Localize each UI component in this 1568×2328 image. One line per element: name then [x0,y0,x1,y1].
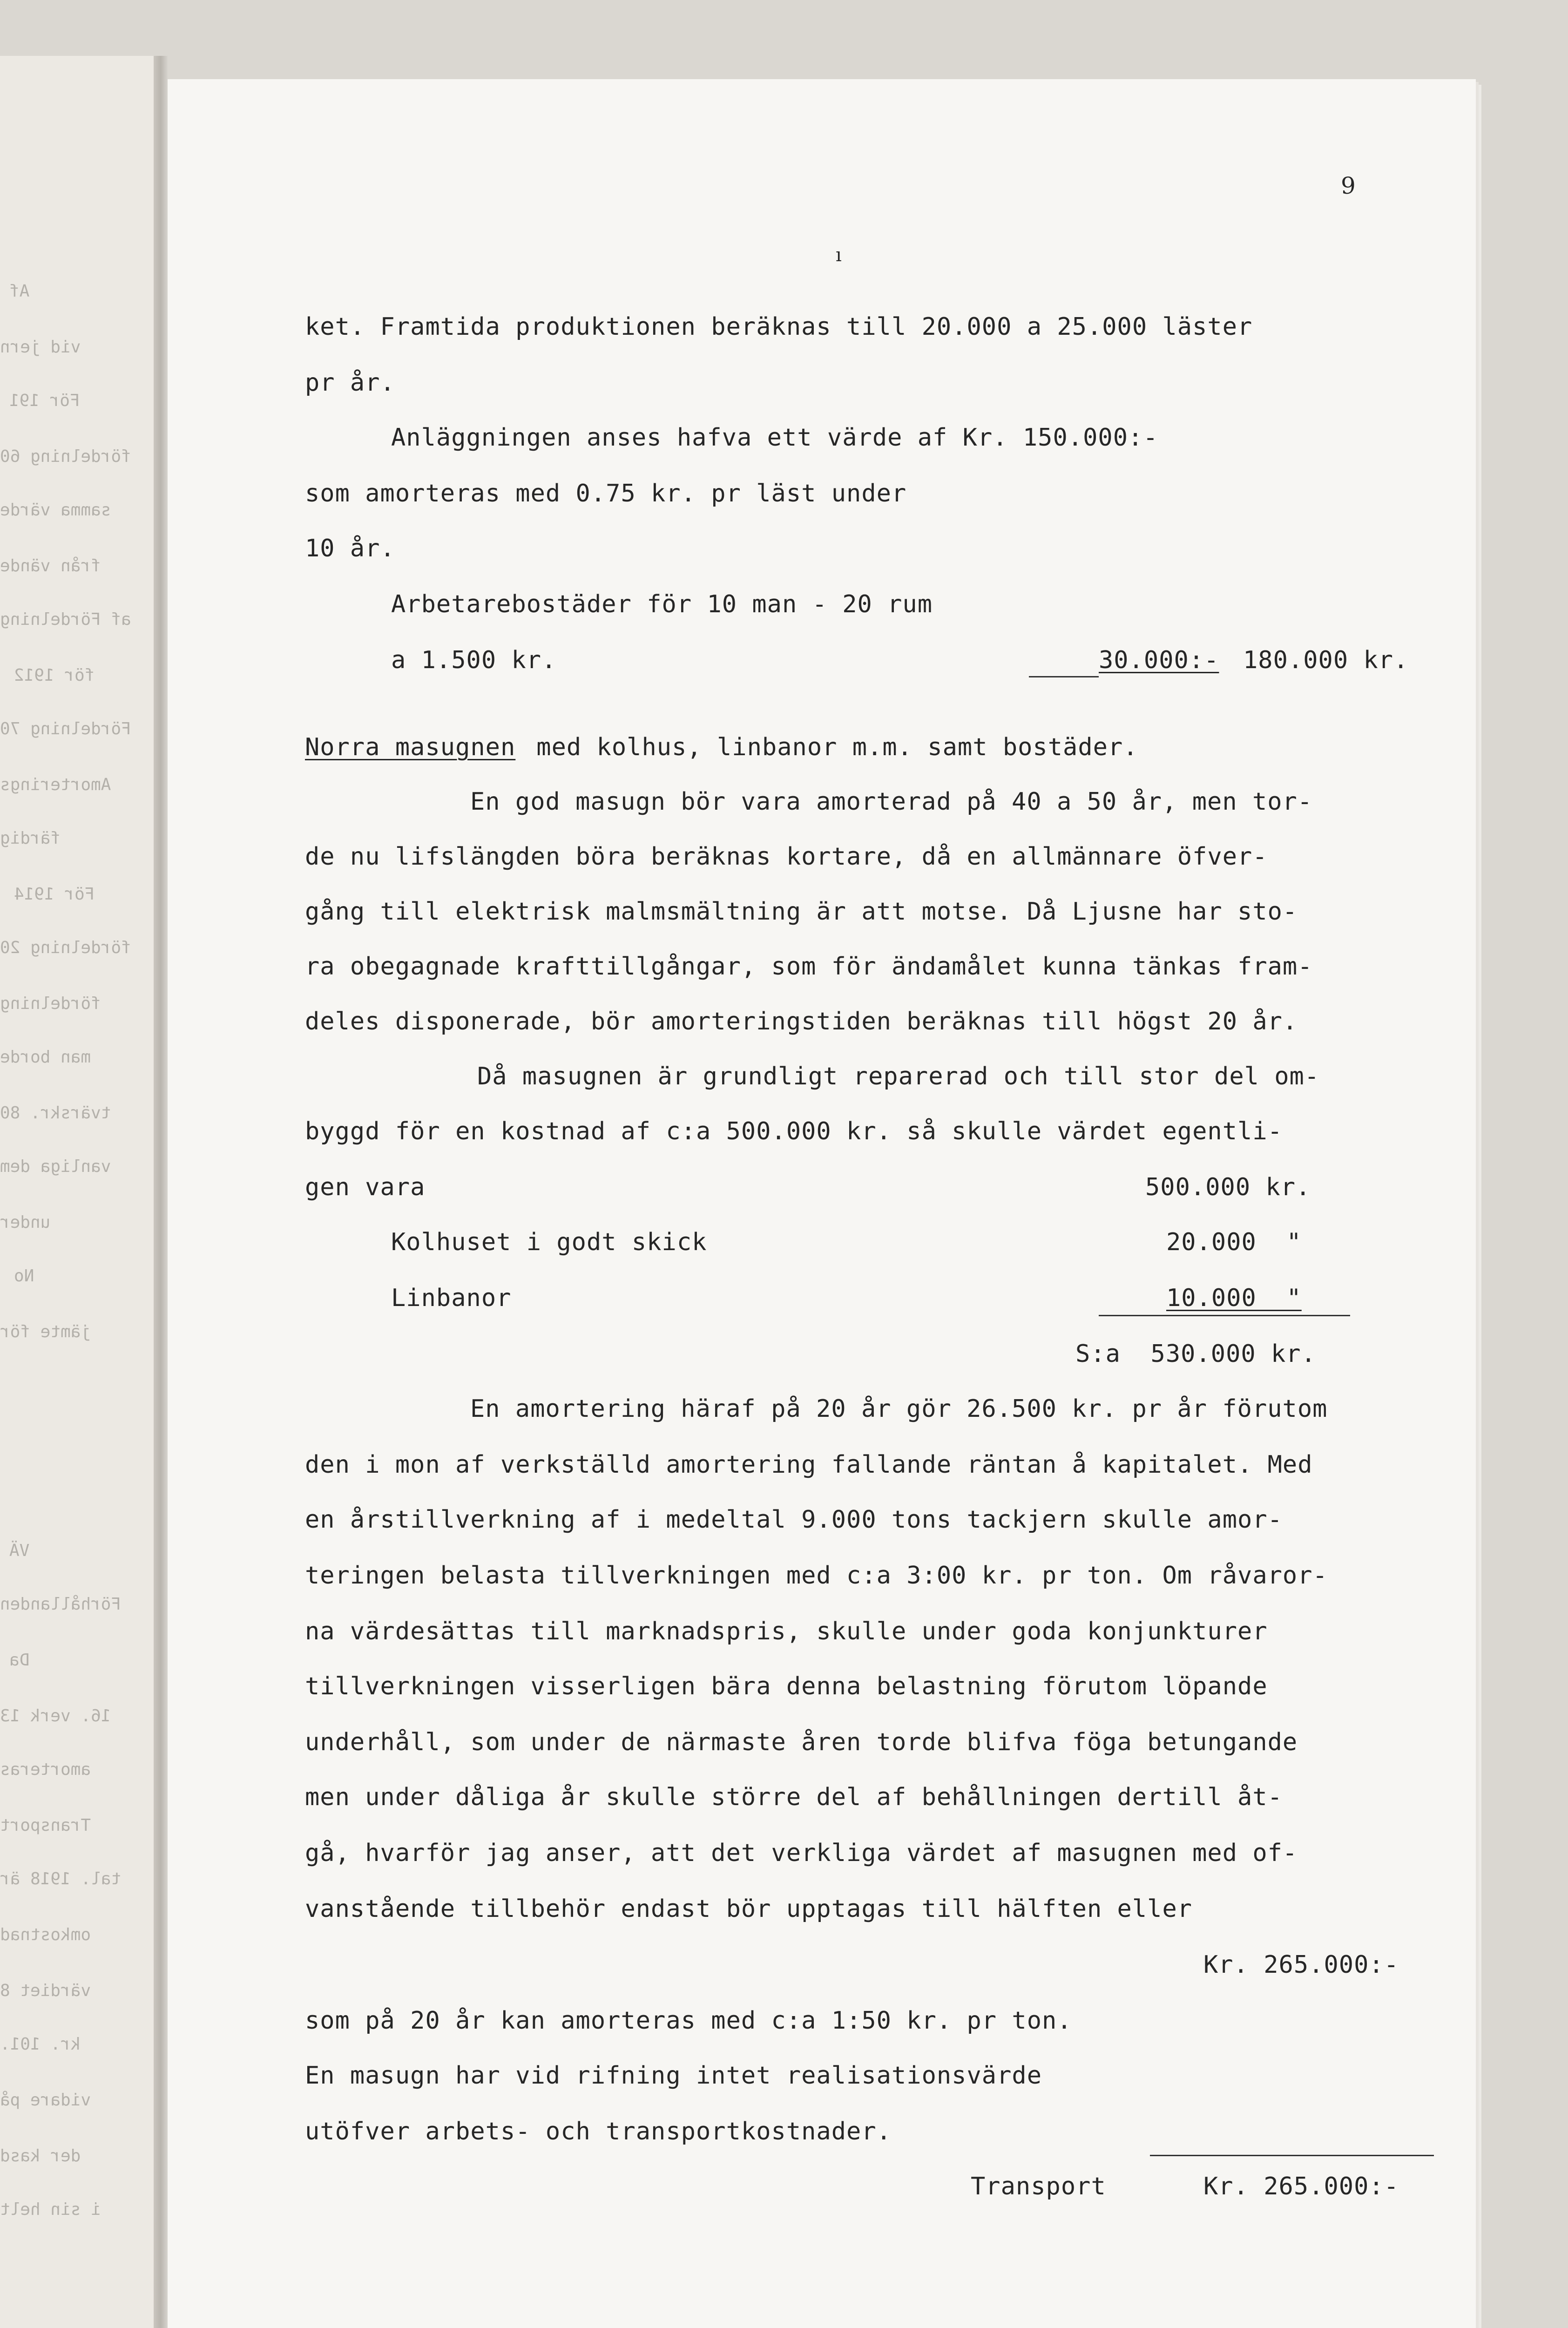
text-line: deles disponerade, bör amorteringstiden beräknas till högst 20 år. [305,1008,1298,1035]
text-line: underhåll, som under de närmaste åren torde blifva föga betungande [305,1728,1298,1756]
facing-page-fragment: under [0,1213,51,1232]
facing-page-fragment: Förhållanden [0,1595,122,1614]
facing-page-fragment: vid jern [0,338,81,357]
transport-amount: Kr. 265.000:- [1203,2172,1399,2200]
facing-page-fragment: fördelning 60 [0,447,131,466]
text-line: teringen belasta tillverkningen med c:a 3:00 kr. pr ton. Om råvaror- [305,1562,1328,1590]
text-line: Då masugnen är grundligt reparerad och till stor del om- [477,1062,1320,1090]
sum-rule [1099,1315,1350,1316]
text-line: a 1.500 kr. [391,646,557,674]
text-line: gå, hvarför jag anser, att det verkliga värdet af masugnen med of- [305,1839,1298,1867]
text-line: gen vara [305,1173,426,1201]
text-line: en årstillverkning af i medeltal 9.000 tons tackjern skulle amor- [305,1506,1283,1534]
facing-page-fragment: Af [9,282,30,301]
text-line: med kolhus, linbanor m.m. samt bostäder. [521,733,1138,761]
text-line: men under dåliga år skulle större del af behållningen dertill åt- [305,1783,1283,1811]
facing-page-fragment: samma värde [0,501,111,520]
value-amount: 10.000 " [1166,1284,1302,1312]
text-line: utöfver arbets- och transportkostnader. [305,2118,892,2145]
text-line: En masugn har vid rifning intet realisationsvärde [305,2062,1042,2090]
facing-page-fragment: der kasd [0,2146,81,2166]
document-page [168,79,1476,2328]
value-amount: Kr. 265.000:- [1203,1951,1399,1979]
total-amount: 180.000 kr. [1243,646,1409,674]
facing-page-fragment: VÄ [9,1541,30,1560]
text-line: Linbanor [391,1284,512,1312]
facing-page-fragment: 16. verk 13 [0,1706,111,1726]
transport-rule [1150,2155,1434,2156]
text-line: En god masugn bör vara amorterad på 40 a 50 år, men tor- [470,788,1313,816]
text-line: En amortering häraf på 20 år gör 26.500 kr. pr år förutom [470,1395,1328,1423]
facing-page-fragment: vidare på [0,2091,91,2110]
facing-page-fragment: Amorterings [0,775,111,794]
facing-page-fragment: Transport [0,1816,91,1835]
facing-page-fragment: omkostnad [0,1925,91,1944]
text-line: den i mon af verkställd amortering fallande räntan å kapitalet. Med [305,1451,1313,1479]
facing-page-fragment: tal. 1918 är [0,1869,122,1888]
facing-page-fragment: tvärskr. 80 [0,1103,111,1123]
value-amount: 500.000 kr. [1145,1173,1311,1201]
facing-page-fragment: värdiet 8 [0,1981,91,2000]
facing-page-fragment: från vände [0,556,101,575]
text-line: Anläggningen anses hafva ett värde af Kr. 150.000:- [391,424,1158,452]
text-line: Arbetarebostäder för 10 man - 20 rum [391,590,933,618]
facing-page-fragment: vanliga dem [0,1157,111,1176]
facing-page-fragment: För 191 [9,391,80,410]
facing-page-fragment: färdig [0,829,61,848]
text-line: byggd för en kostnad af c:a 500.000 kr. så skulle värdet egentli- [305,1117,1283,1145]
sum-line: S:a 530.000 kr. [1075,1340,1316,1368]
facing-page-fragment: För 1914 [14,885,95,904]
facing-page-fragment: amorteras [0,1760,91,1779]
subtotal-rule [1029,676,1099,677]
text-line: Kolhuset i godt skick [391,1228,707,1256]
facing-page-fragment: fördelning [0,994,101,1013]
subtotal-amount: 30.000:- [1099,646,1219,674]
text-line: tillverkningen visserligen bära denna belastning förutom löpande [305,1672,1268,1700]
text-line: 10 år. [305,535,395,562]
text-line: na värdesättas till marknadspris, skulle under goda konjunkturer [305,1617,1268,1645]
book-gutter [154,56,168,2328]
text-line: gång till elektrisk malmsmältning är att motse. Då Ljusne har sto- [305,898,1298,926]
facing-page-fragment: för 1912 [14,666,95,685]
facing-page [0,56,161,2328]
section-heading: Norra masugnen [305,733,516,761]
facing-page-fragment: kr. 101. [0,2035,81,2054]
transport-label: Transport [971,2172,1106,2200]
text-line: pr år. [305,369,395,397]
facing-page-fragment: No [14,1266,34,1286]
page-number: 9 [1341,172,1356,199]
margin-mark: ı [836,244,842,266]
text-line: som på 20 år kan amorteras med c:a 1:50 kr. pr ton. [305,2007,1072,2035]
facing-page-fragment: i sin helt [0,2200,101,2219]
facing-page-fragment: man borde [0,1048,91,1067]
facing-page-fragment: fördelning 20 [0,938,131,957]
facing-page-fragment: Fördelning 70 [0,719,131,738]
text-line: ket. Framtida produktionen beräknas till 20.000 a 25.000 läster [305,313,1253,341]
text-line: som amorteras med 0.75 kr. pr läst under [305,480,907,508]
text-line: ra obegagnade krafttillgångar, som för ändamålet kunna tänkas fram- [305,953,1313,981]
facing-page-fragment: af Fördelning [0,610,131,629]
text-line: vanstående tillbehör endast bör upptagas till hälften eller [305,1895,1193,1923]
text-line: de nu lifslängden böra beräknas kortare, då en allmännare öfver- [305,843,1268,871]
facing-page-fragment: Da [9,1651,30,1670]
value-amount: 20.000 " [1166,1228,1302,1256]
facing-page-fragment: jämte för [0,1322,91,1341]
